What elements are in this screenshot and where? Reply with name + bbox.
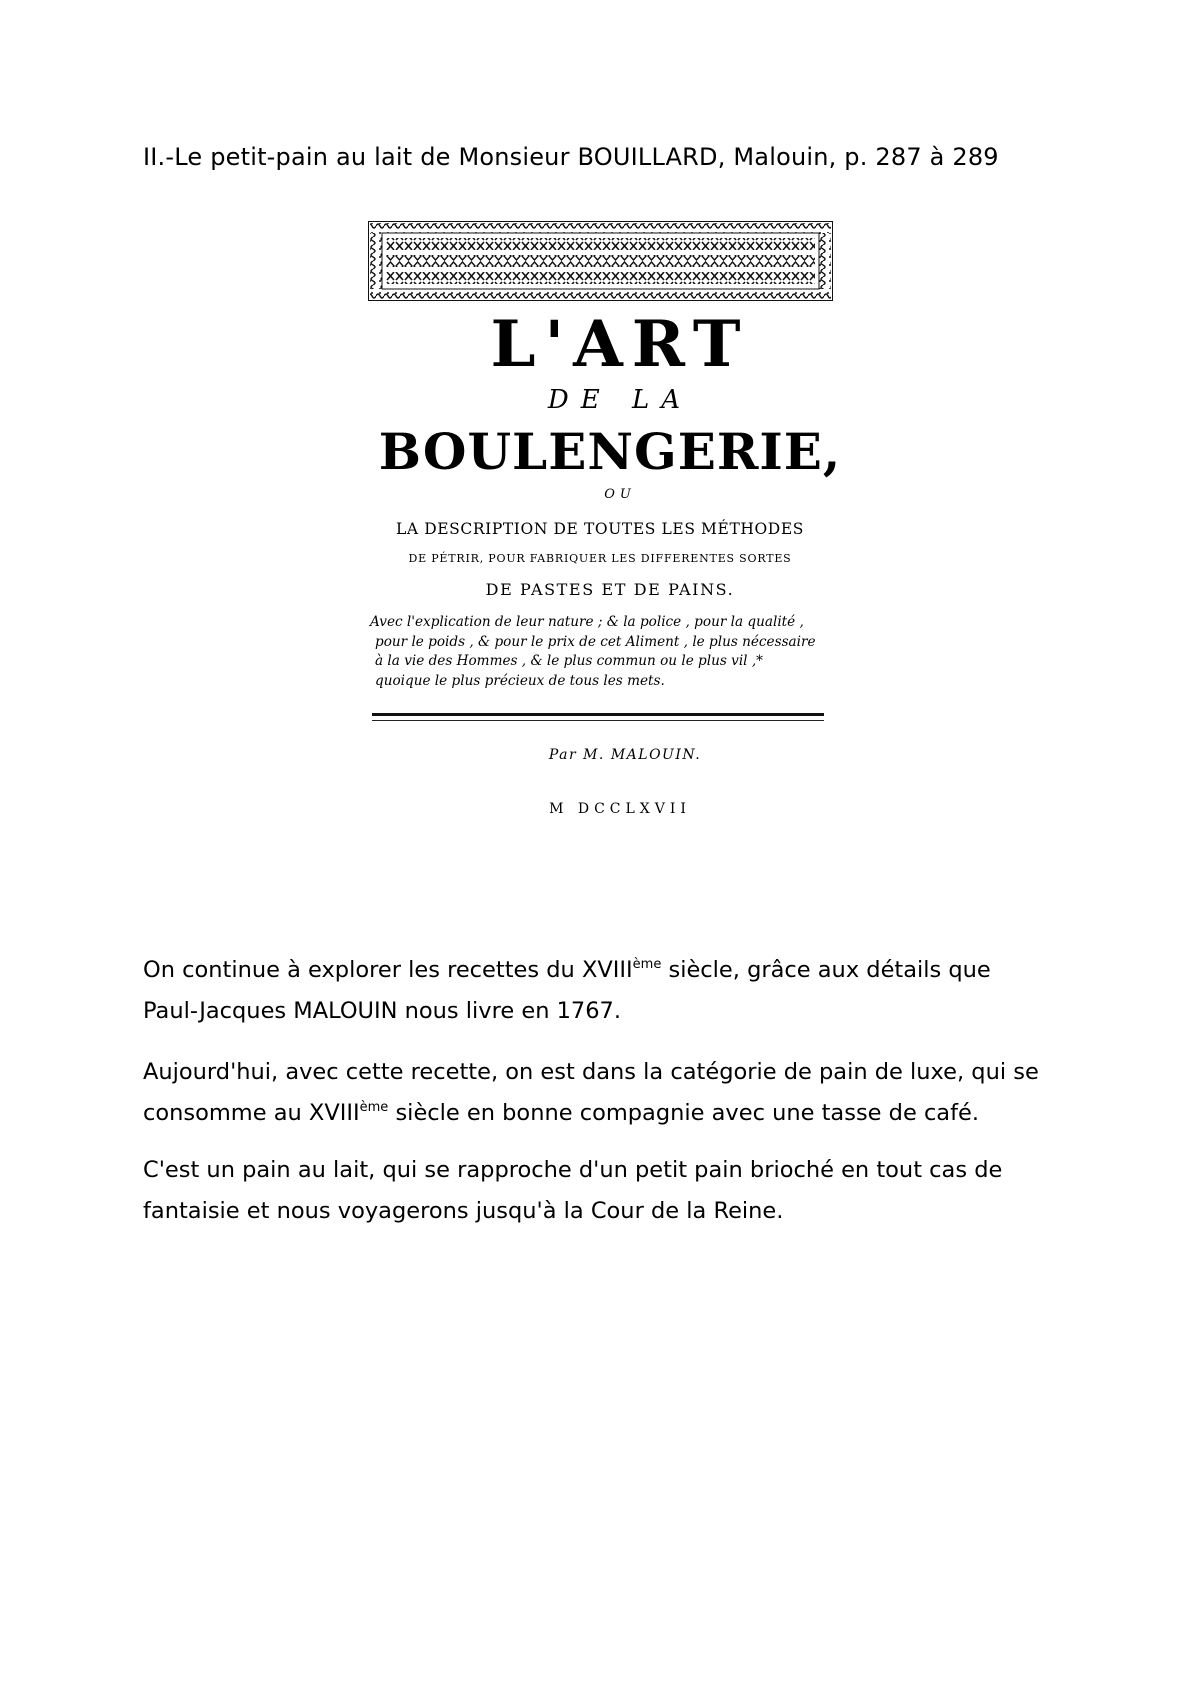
title-page-facsimile	[360, 215, 840, 845]
paragraph-text: siècle en bonne compagnie avec une tasse de café.	[388, 1100, 980, 1126]
book-subtitle-description: LA DESCRIPTION DE TOUTES LES MÉTHODES	[396, 520, 804, 538]
double-rule-thick	[372, 713, 824, 716]
paragraph-milk-bread: C'est un pain au lait, qui se rapproche d'un petit pain brioché en tout cas de fantaisie et nous voyagerons jusqu'à la Cour de la Reine.	[143, 1157, 1003, 1224]
book-title-ou: OU	[604, 487, 636, 502]
page-heading: II.-Le petit-pain au lait de Monsieur BOUILLARD, Malouin, p. 287 à 289	[143, 143, 999, 171]
book-date: M DCCLXVII	[549, 801, 691, 817]
avec-line: Avec l'explication de leur nature ; & la police , pour la qualité ,	[370, 614, 804, 630]
book-title-boulengerie: BOULENGERIE,	[378, 422, 842, 481]
avec-line: quoique le plus précieux de tous les mets.	[375, 672, 665, 689]
paragraph-text: On continue à explorer les recettes du XVIII	[143, 957, 633, 983]
avec-line: pour le poids , & pour le prix de cet Aliment , le plus nécessaire	[375, 633, 816, 650]
paragraph-luxury-bread	[143, 1052, 1043, 1134]
book-title-art: L'ART	[490, 307, 750, 382]
book-subtitle-petrir: DE PÉTRIR, POUR FABRIQUER LES DIFFERENTES SORTES	[408, 552, 792, 565]
book-subtitle-pastes: DE PASTES ET DE PAINS.	[485, 580, 735, 599]
book-title-de-la: DE LA	[547, 385, 693, 415]
avec-line: à la vie des Hommes , & le plus commun ou le plus vil ,*	[375, 653, 763, 669]
double-rule-thin	[372, 720, 824, 721]
ornamental-header-band	[368, 221, 833, 301]
paragraph-text: Aujourd'hui, avec cette recette, on est dans la catégorie de pain de luxe, qui se consomme au XVIII	[143, 1059, 1039, 1126]
book-subtitle-avec	[360, 613, 840, 691]
paragraph-text: siècle, grâce aux détails que Paul-Jacques MALOUIN nous livre en 1767.	[143, 957, 991, 1024]
book-author: Par M. MALOUIN.	[548, 747, 702, 763]
paragraph-intro	[143, 950, 1043, 1032]
superscript: ème	[359, 1100, 389, 1115]
superscript: ème	[632, 957, 662, 972]
